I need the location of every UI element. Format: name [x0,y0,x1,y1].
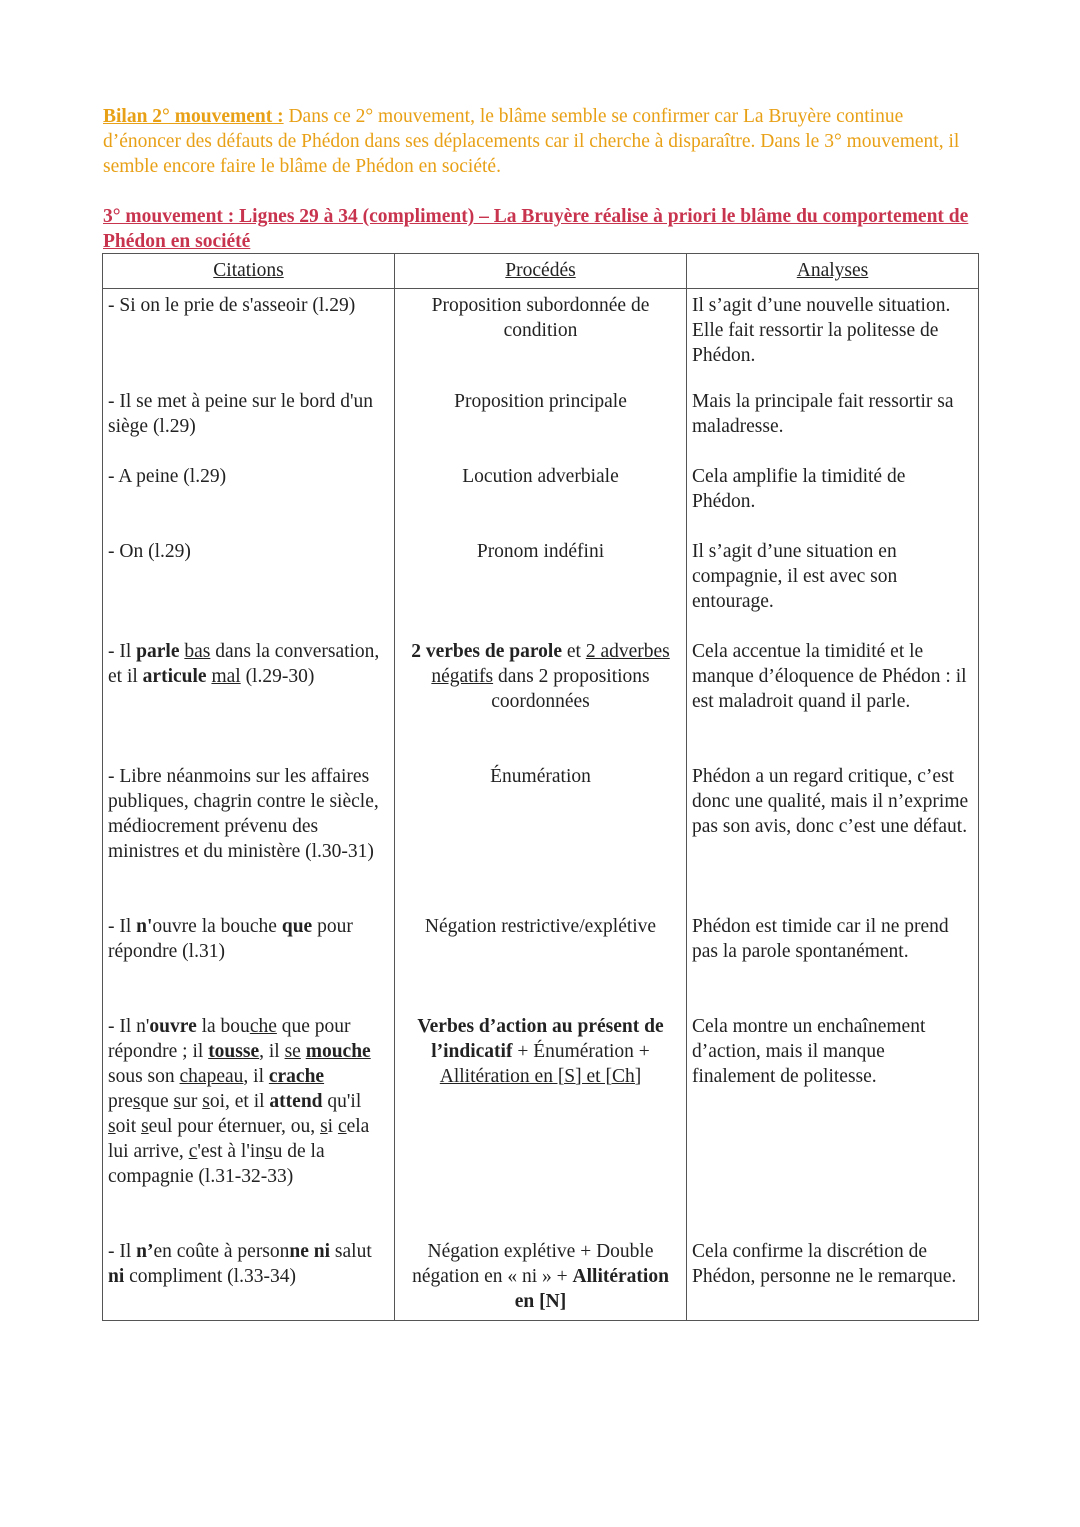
procede-cell: Locution adverbiale [395,464,687,539]
text-run-bold: Verbes d’action au présent de l’indicatif [417,1015,664,1062]
citation-cell [103,914,395,1014]
text-run-underline: s [173,1090,182,1112]
text-run: oi, et il [209,1090,270,1112]
table-row [103,464,979,539]
text-run: et [561,640,586,662]
text-run: - Il n' [108,1015,150,1037]
text-run: 'est à l'in [197,1140,266,1162]
text-run-bold-underline: tousse [208,1040,260,1062]
bilan-label: Bilan 2° mouvement : [103,106,284,127]
procede-cell: Négation restrictive/explétive [395,914,687,1014]
analyse-cell: Cela accentue la timidité et le manque d’éloquence de Phédon : il est maladroit quand il parle. [687,639,979,764]
text-run: Négation explétive + Double négation en « ni » + [412,1240,654,1287]
procede-cell: Proposition subordonnée de condition [395,289,687,389]
table-row [103,639,979,764]
text-run: en coûte à person [153,1240,290,1262]
bilan-text: Dans ce 2° mouvement, le blâme semble se confirmer car La Bruyère continue d’énoncer des défauts de Phédon dans ses déplacements car il cherche à disparaître. Dans le 3° mouvement, il semble encore faire le blâme de Phédon en société. [103,106,960,177]
text-run-bold: n’ [136,1240,154,1262]
citation-cell: - Il se met à peine sur le bord d'un siège (l.29) [103,389,395,464]
text-run-underline: chapeau [179,1065,244,1087]
text-run: oit [115,1115,142,1137]
text-run: , il [259,1040,285,1062]
text-run: sous son [108,1065,180,1087]
text-run-bold: 2 verbes de parole [411,640,562,662]
text-run-underline: c [337,1115,347,1137]
text-run: + Énumération + [512,1040,650,1062]
procede-cell: Proposition principale [395,389,687,464]
text-run: i [327,1115,338,1137]
analyse-cell: Cela montre un enchaînement d’action, mais il manque finalement de politesse. [687,1014,979,1239]
text-run-bold: attend [269,1090,323,1112]
text-run-bold: ne [289,1240,309,1262]
citation-cell: - A peine (l.29) [103,464,395,539]
text-run: que pour répondre ; il [108,1015,351,1062]
header-procedes: Procédés [395,254,687,289]
table-row [103,289,979,389]
analyse-cell: Phédon a un regard critique, c’est donc une qualité, mais il n’exprime pas son avis, donc c’est une défaut. [687,764,979,914]
text-run-underline: mal [211,665,241,687]
procede-cell [395,1239,687,1321]
text-run: ur [181,1090,203,1112]
section-heading: 3° mouvement : Lignes 29 à 34 (compliment) – La Bruyère réalise à priori le blâme du comportement de Phédon en société [103,206,969,252]
table-header-row [103,254,979,289]
citation-cell [103,639,395,764]
text-run-bold: Allitération en [N] [514,1265,669,1312]
text-run-bold: ni [108,1265,125,1287]
text-run-underline: 2 adverbes négatifs [431,640,670,687]
text-run: pour répondre (l.31) [108,915,353,962]
analyse-cell: Cela confirme la discrétion de Phédon, personne ne le remarque. [687,1239,979,1321]
text-run: compliment (l.33-34) [124,1265,296,1287]
text-run: eul pour éternuer, ou, [148,1115,321,1137]
text-run-underline: s [141,1115,149,1137]
text-run: que [140,1090,174,1112]
table-row [103,914,979,1014]
text-run: dans la conversation, et il [108,640,380,687]
analysis-table [102,253,979,1321]
text-run: (l.29-30) [240,665,315,687]
text-run-underline: s [108,1115,116,1137]
text-run: pre [108,1090,133,1112]
analyse-cell: Cela amplifie la timidité de Phédon. [687,464,979,539]
text-run-bold: articule [142,665,207,687]
text-run: , il [243,1065,269,1087]
citation-cell: - On (l.29) [103,539,395,639]
header-citations: Citations [103,254,395,289]
procede-cell: Énumération [395,764,687,914]
analyse-cell: Mais la principale fait ressortir sa maladresse. [687,389,979,464]
table-row [103,764,979,914]
text-run-underline: c [188,1140,198,1162]
text-run-underline: s [265,1140,273,1162]
analyse-cell: Phédon est timide car il ne prend pas la parole spontanément. [687,914,979,1014]
text-run: salut [330,1240,372,1262]
text-run: ouvre la bouche [152,915,282,937]
text-run-bold-underline: crache [268,1065,325,1087]
text-run-bold: parle [136,640,180,662]
table-row [103,539,979,639]
text-run-underline: Allitération en [S] et [Ch] [439,1065,642,1087]
text-run: dans 2 propositions coordonnées [491,665,650,712]
bilan-paragraph [103,104,983,179]
text-run: la bou [196,1015,250,1037]
text-run: - Il [108,915,137,937]
analyse-cell: Il s’agit d’une situation en compagnie, il est avec son entourage. [687,539,979,639]
text-run: u de la compagnie (l.31-32-33) [108,1140,325,1187]
text-run-bold: ni [313,1240,331,1262]
citation-cell: - Libre néanmoins sur les affaires publiques, chagrin contre le siècle, médiocrement prévenu des ministres et du ministère (l.30-31) [103,764,395,914]
procede-cell [395,639,687,764]
text-run-bold-underline: mouche [305,1040,371,1062]
analyse-cell: Il s’agit d’une nouvelle situation. Elle fait ressortir la politesse de Phédon. [687,289,979,389]
citation-cell [103,1239,395,1321]
procede-cell: Pronom indéfini [395,539,687,639]
citation-cell: - Si on le prie de s'asseoir (l.29) [103,289,395,389]
text-run: - Il [108,640,137,662]
table-row [103,1014,979,1239]
text-run: ela lui arrive, [108,1115,370,1162]
text-run-bold: n' [136,915,153,937]
text-run-bold: ouvre [149,1015,197,1037]
table-row [103,389,979,464]
text-run-underline: se [284,1040,301,1062]
text-run: - Il [108,1240,137,1262]
text-run-underline: s [320,1115,328,1137]
table-row [103,1239,979,1321]
header-analyses: Analyses [687,254,979,289]
text-run-underline: s [202,1090,210,1112]
citation-cell [103,1014,395,1239]
text-run-bold: que [281,915,313,937]
text-run-underline: che [249,1015,277,1037]
procede-cell [395,1014,687,1239]
text-run-underline: s [132,1090,141,1112]
text-run: qu'il [322,1090,362,1112]
text-run-underline: bas [184,640,211,662]
